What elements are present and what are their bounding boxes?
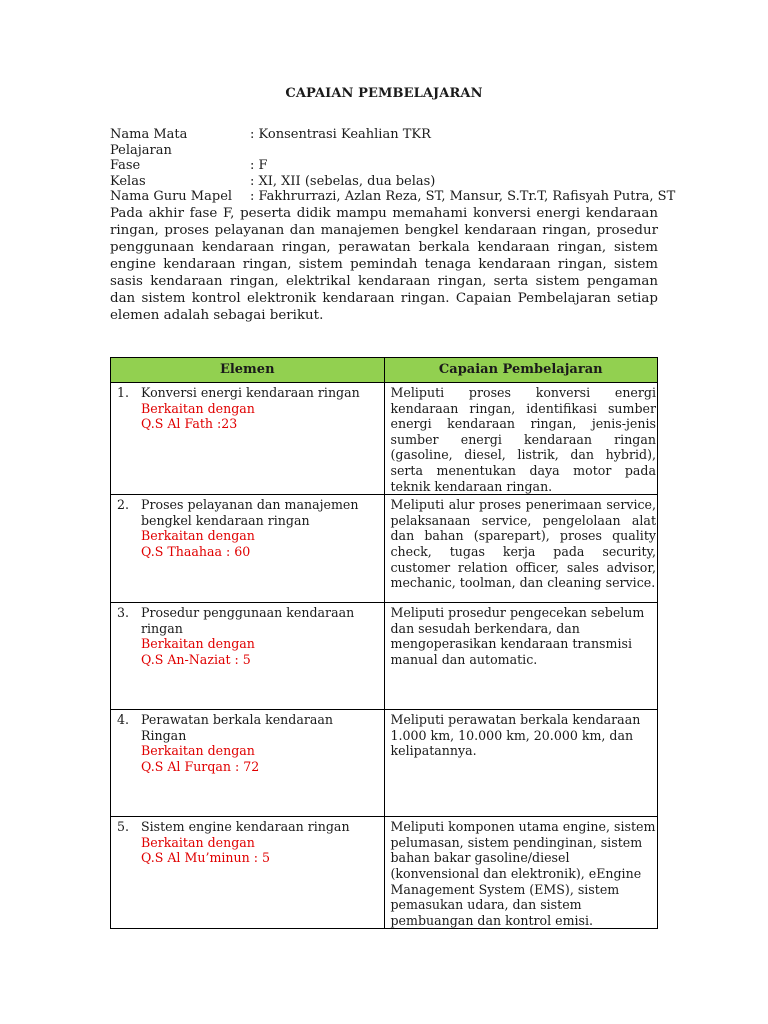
row-number: 2. bbox=[117, 497, 130, 513]
document-title: CAPAIAN PEMBELAJARAN bbox=[285, 86, 483, 101]
subject-label: Nama Mata Pelajaran bbox=[110, 127, 188, 158]
surah-reference: Q.S Thaahaa : 60 bbox=[141, 543, 251, 559]
surah-reference: Q.S Al Fath :23 bbox=[141, 416, 238, 432]
relation-label: Berkaitan dengan bbox=[141, 743, 255, 759]
phase-label: Fase bbox=[110, 158, 141, 173]
class-label: Kelas bbox=[110, 173, 146, 189]
subject-value: : Konsentrasi Keahlian TKR bbox=[250, 127, 431, 142]
header-outcome: Capaian Pembelajaran bbox=[384, 358, 658, 383]
element-name: Konversi energi kendaraan ringan bbox=[141, 385, 360, 400]
element-cell bbox=[111, 710, 385, 817]
relation-label: Berkaitan dengan bbox=[141, 528, 255, 544]
table-row bbox=[111, 817, 658, 929]
element-name: Prosedur penggunaan kendaraan ringan bbox=[141, 605, 355, 636]
teacher-value: : Fakhrurrazi, Azlan Reza, ST, Mansur, S.Tr.T, Rafisyah Putra, ST bbox=[250, 189, 676, 204]
outcome-text: Meliputi komponen utama engine, sistem pelumasan, sistem pendinginan, sistem bahan bakar gasoline/diesel (konvensional dan elektronik), eEngine Management System (EMS), sistem pemasukan udara, dan sistem pembuangan dan kontrol emisi. bbox=[390, 819, 656, 928]
table-row bbox=[111, 603, 658, 710]
outcome-text: Meliputi alur proses penerimaan service, pelaksanaan service, pengelolaan alat dan bahan (sparepart), proses quality check, tugas kerja pada security, customer relation officer, sales advisor, mechanic, toolman, dan cleaning service. bbox=[390, 497, 656, 591]
outcome-cell bbox=[384, 710, 658, 817]
surah-reference: Q.S Al Mu’minun : 5 bbox=[141, 850, 271, 866]
phase-value: : F bbox=[250, 158, 268, 173]
intro-paragraph: Pada akhir fase F, peserta didik mampu memahami konversi energi kendaraan ringan, proses pelayanan dan manajemen bengkel kendaraan ringan, prosedur penggunaan kendaraan ringan, perawatan berkala kendaraan ringan, sistem engine kendaraan ringan, sistem pemindah tenaga kendaraan ringan, sistem sasis kendaraan ringan, elektrikal kendaraan ringan, serta sistem pengaman dan sistem kontrol elektronik kendaraan ringan. Capaian Pembelajaran setiap elemen adalah sebagai berikut. bbox=[110, 206, 658, 323]
outcome-cell bbox=[384, 383, 658, 495]
subject-row bbox=[110, 127, 675, 158]
element-cell bbox=[111, 383, 385, 495]
element-name: Perawatan berkala kendaraan Ringan bbox=[141, 712, 333, 743]
subject-info bbox=[110, 127, 675, 205]
row-number: 1. bbox=[117, 385, 130, 400]
row-number: 4. bbox=[117, 712, 130, 728]
surah-reference: Q.S Al Furqan : 72 bbox=[141, 758, 260, 774]
relation-label: Berkaitan dengan bbox=[141, 834, 255, 850]
element-cell bbox=[111, 603, 385, 710]
surah-reference: Q.S An-Naziat : 5 bbox=[141, 651, 251, 667]
element-name: Proses pelayanan dan manajemen bengkel kendaraan ringan bbox=[141, 497, 359, 528]
row-number: 5. bbox=[117, 819, 130, 835]
table-row bbox=[111, 383, 658, 495]
header-element: Elemen bbox=[111, 358, 385, 383]
relation-label: Berkaitan dengan bbox=[141, 400, 255, 416]
row-number: 3. bbox=[117, 605, 130, 621]
table-header-row bbox=[111, 358, 658, 383]
element-cell bbox=[111, 495, 385, 603]
phase-row bbox=[110, 158, 675, 174]
table-row bbox=[111, 710, 658, 817]
class-row bbox=[110, 174, 675, 190]
relation-label: Berkaitan dengan bbox=[141, 636, 255, 652]
element-cell bbox=[111, 817, 385, 929]
class-value: : XI, XII (sebelas, dua belas) bbox=[250, 173, 436, 189]
outcome-text: Meliputi prosedur pengecekan sebelum dan sesudah berkendara, dan mengoperasikan kendaraan transmisi manual dan automatic. bbox=[390, 605, 645, 667]
teacher-label: Nama Guru Mapel bbox=[110, 189, 233, 204]
element-name: Sistem engine kendaraan ringan bbox=[141, 819, 350, 835]
teacher-row bbox=[110, 189, 675, 205]
outcome-text: Meliputi proses konversi energi kendaraan ringan, identifikasi sumber energi kendaraan ringan, jenis-jenis sumber energi kendaraan ringan (gasoline, diesel, listrik, dan hybrid), serta menentukan daya motor pada teknik kendaraan ringan. bbox=[390, 385, 656, 494]
outcome-cell bbox=[384, 817, 658, 929]
table-row bbox=[111, 495, 658, 603]
outcome-text: Meliputi perawatan berkala kendaraan 1.000 km, 10.000 km, 20.000 km, dan kelipatannya. bbox=[390, 712, 641, 759]
outcome-cell bbox=[384, 495, 658, 603]
learning-outcomes-table bbox=[110, 357, 658, 929]
outcome-cell bbox=[384, 603, 658, 710]
